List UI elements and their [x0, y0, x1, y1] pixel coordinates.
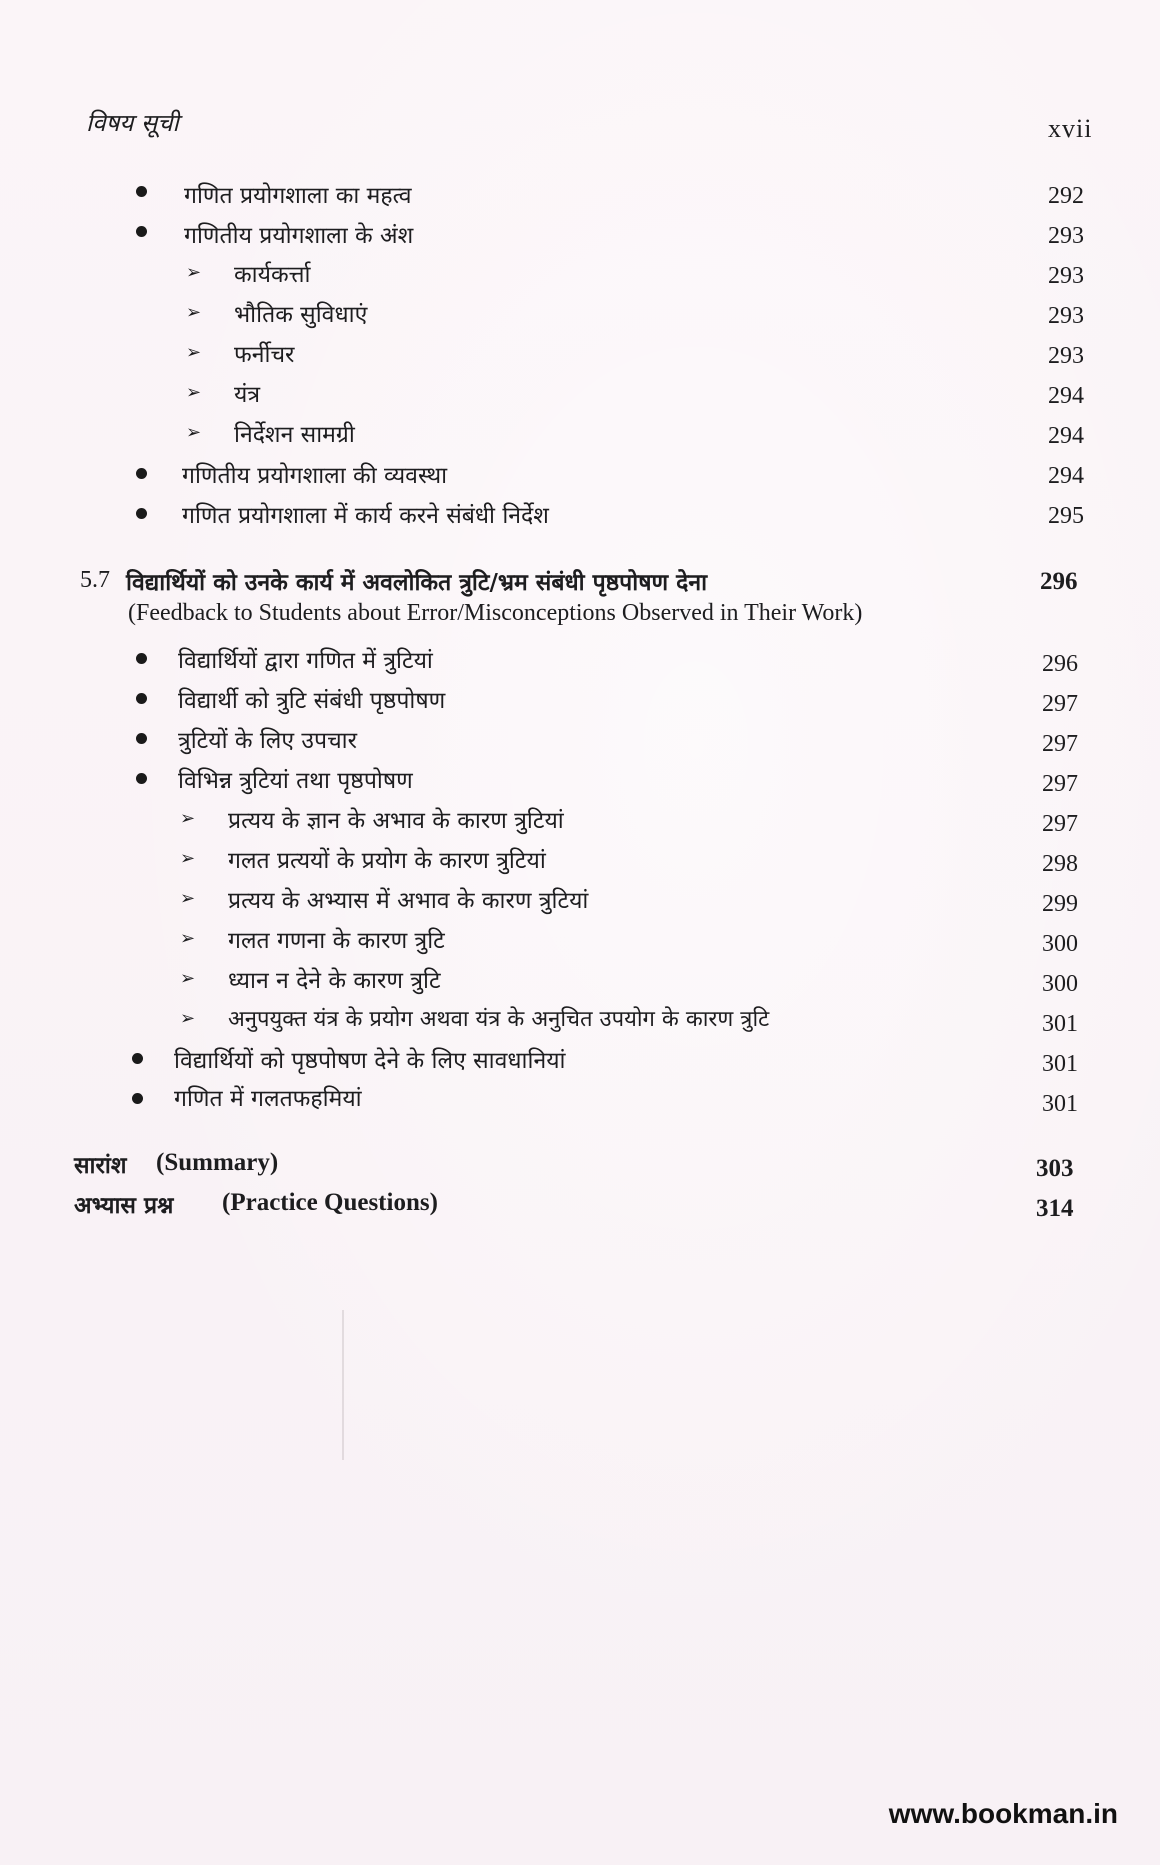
arrow-bullet-icon: ➢ — [186, 342, 202, 363]
toc-entry-text: गणितीय प्रयोगशाला के अंश — [184, 223, 414, 249]
toc-subentry-text: भौतिक सुविधाएं — [234, 302, 368, 328]
practice-page: 314 — [1036, 1195, 1074, 1222]
toc-entry-page: 301 — [1042, 1051, 1078, 1077]
toc-entry-page: 294 — [1048, 463, 1084, 489]
summary-label-hindi: सारांश — [74, 1153, 127, 1179]
bullet-icon — [132, 1093, 143, 1104]
toc-entry-text: गणित में गलतफहमियां — [174, 1086, 362, 1112]
section-page: 296 — [1040, 568, 1078, 595]
bullet-icon — [132, 1053, 143, 1064]
section-title: विद्यार्थियों को उनके कार्य में अवलोकित त्रुटि/भ्रम संबंधी पृष्ठपोषण देना — [126, 570, 708, 596]
toc-entry-page: 297 — [1042, 731, 1078, 757]
toc-entry-page: 301 — [1042, 1011, 1078, 1037]
toc-entry-page: 293 — [1048, 263, 1084, 289]
toc-subentry-text: प्रत्यय के ज्ञान के अभाव के कारण त्रुटियां — [228, 808, 564, 834]
section-number: 5.7 — [80, 567, 110, 593]
toc-entry-page: 293 — [1048, 343, 1084, 369]
toc-entry-text: गणित प्रयोगशाला का महत्व — [184, 183, 412, 209]
toc-subentry-text: ध्यान न देने के कारण त्रुटि — [228, 968, 441, 994]
toc-entry-page: 293 — [1048, 223, 1084, 249]
toc-subentry-text: फर्नीचर — [234, 342, 295, 368]
toc-subentry-text: गलत प्रत्ययों के प्रयोग के कारण त्रुटियां — [228, 848, 546, 874]
toc-entry-text: विभिन्न त्रुटियां तथा पृष्ठपोषण — [178, 768, 413, 794]
toc-entry-text: विद्यार्थियों द्वारा गणित में त्रुटियां — [178, 648, 433, 674]
scan-artifact — [342, 1310, 344, 1460]
running-header-title: विषय सूची — [86, 109, 179, 137]
arrow-bullet-icon: ➢ — [180, 808, 196, 829]
toc-entry-page: 298 — [1042, 851, 1078, 877]
bullet-icon — [136, 508, 147, 519]
toc-subentry-text: निर्देशन सामग्री — [234, 422, 355, 448]
arrow-bullet-icon: ➢ — [180, 888, 196, 909]
toc-subentry-text: गलत गणना के कारण त्रुटि — [228, 928, 445, 954]
summary-page: 303 — [1036, 1155, 1074, 1182]
toc-subentry-text: यंत्र — [234, 382, 261, 408]
summary-label-english: (Summary) — [156, 1149, 279, 1176]
practice-label-english: (Practice Questions) — [222, 1189, 438, 1216]
arrow-bullet-icon: ➢ — [180, 968, 196, 989]
arrow-bullet-icon: ➢ — [186, 382, 202, 403]
practice-label-hindi: अभ्यास प्रश्न — [74, 1193, 174, 1219]
running-header-page-number: xvii — [1048, 114, 1093, 143]
toc-entry-page: 297 — [1042, 811, 1078, 837]
toc-subentry-text: अनुपयुक्त यंत्र के प्रयोग अथवा यंत्र के अनुचित उपयोग के कारण त्रुटि — [228, 1007, 770, 1032]
toc-entry-text: गणित प्रयोगशाला में कार्य करने संबंधी निर्देश — [182, 503, 549, 529]
arrow-bullet-icon: ➢ — [186, 262, 202, 283]
toc-subentry-text: प्रत्यय के अभ्यास में अभाव के कारण त्रुटियां — [228, 888, 589, 914]
toc-entry-text: त्रुटियों के लिए उपचार — [178, 728, 358, 754]
bullet-icon — [136, 693, 147, 704]
arrow-bullet-icon: ➢ — [180, 848, 196, 869]
toc-entry-page: 296 — [1042, 651, 1078, 677]
bullet-icon — [136, 186, 147, 197]
toc-entry-text: विद्यार्थी को त्रुटि संबंधी पृष्ठपोषण — [178, 688, 446, 714]
toc-entry-page: 293 — [1048, 303, 1084, 329]
bullet-icon — [136, 226, 147, 237]
toc-entry-page: 300 — [1042, 971, 1078, 997]
toc-entry-page: 295 — [1048, 503, 1084, 529]
arrow-bullet-icon: ➢ — [186, 422, 202, 443]
bullet-icon — [136, 653, 147, 664]
toc-entry-page: 292 — [1048, 183, 1084, 209]
toc-entry-page: 297 — [1042, 771, 1078, 797]
toc-entry-page: 294 — [1048, 383, 1084, 409]
bullet-icon — [136, 468, 147, 479]
toc-entry-page: 301 — [1042, 1091, 1078, 1117]
toc-entry-page: 297 — [1042, 691, 1078, 717]
bullet-icon — [136, 733, 147, 744]
toc-entry-text: गणितीय प्रयोगशाला की व्यवस्था — [182, 463, 448, 489]
toc-entry-page: 300 — [1042, 931, 1078, 957]
arrow-bullet-icon: ➢ — [180, 928, 196, 949]
bullet-icon — [136, 773, 147, 784]
section-subtitle: (Feedback to Students about Error/Misconceptions Observed in Their Work) — [128, 600, 863, 626]
publisher-watermark: www.bookman.in — [888, 1798, 1118, 1829]
arrow-bullet-icon: ➢ — [186, 302, 202, 323]
arrow-bullet-icon: ➢ — [180, 1008, 196, 1029]
toc-entry-text: विद्यार्थियों को पृष्ठपोषण देने के लिए सावधानियां — [174, 1048, 566, 1074]
toc-entry-page: 299 — [1042, 891, 1078, 917]
toc-subentry-text: कार्यकर्त्ता — [234, 262, 311, 288]
toc-entry-page: 294 — [1048, 423, 1084, 449]
